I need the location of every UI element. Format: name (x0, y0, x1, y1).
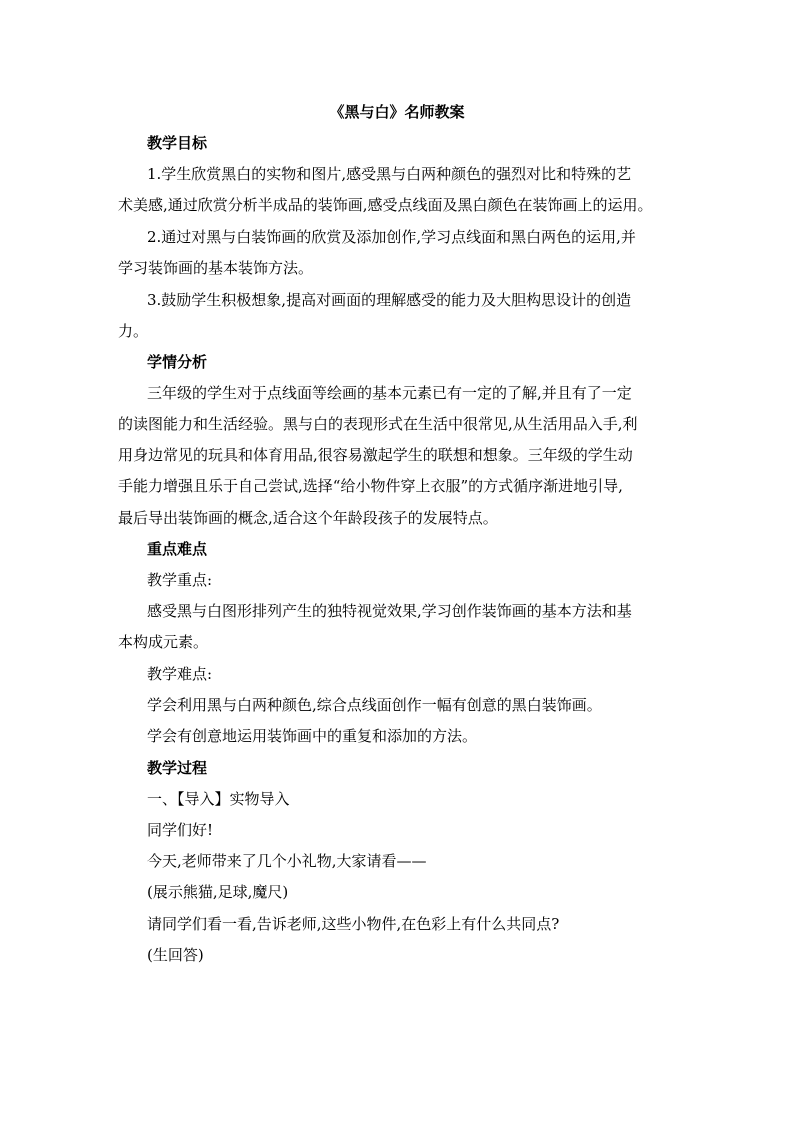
paragraph-line: 术美感,通过欣赏分析半成品的装饰画,感受点线面及黑白颜色在装饰画上的运用。 (118, 196, 653, 214)
paragraph-line: 的读图能力和生活经验。黑与白的表现形式在生活中很常见,从生活用品入手,利 (118, 415, 638, 433)
paragraph-line: 学习装饰画的基本装饰方法。 (118, 259, 314, 277)
heading-key-difficulties: 重点难点 (147, 540, 208, 558)
paragraph-line: 请同学们看一看,告诉老师,这些小物件,在色彩上有什么共同点? (147, 915, 560, 933)
paragraph-line: 三年级的学生对于点线面等绘画的基本元素已有一定的了解,并且有了一定 (147, 384, 632, 402)
paragraph-line: 力。 (118, 322, 149, 340)
paragraph-line: (生回答) (147, 946, 204, 964)
paragraph-line: 手能力增强且乐于自己尝试,选择“给小物件穿上衣服”的方式循序渐进地引导, (118, 477, 623, 495)
paragraph-line: 同学们好! (147, 821, 214, 839)
paragraph-line: 学会利用黑与白两种颜色,综合点线面创作一幅有创意的黑白装饰画。 (147, 696, 602, 714)
paragraph-line: 本构成元素。 (118, 633, 209, 651)
paragraph-line: 最后导出装饰画的概念,适合这个年龄段孩子的发展特点。 (118, 509, 498, 527)
paragraph-line: (展示熊猫,足球,魔尺) (147, 883, 289, 901)
paragraph-line: 2.通过对黑与白装饰画的欣赏及添加创作,学习点线面和黑白两色的运用,并 (147, 228, 636, 246)
paragraph-line: 1.学生欣赏黑白的实物和图片,感受黑与白两种颜色的强烈对比和特殊的艺 (147, 165, 632, 183)
paragraph-line: 今天,老师带来了几个小礼物,大家请看—— (147, 852, 427, 870)
paragraph-line: 感受黑与白图形排列产生的独特视觉效果,学习创作装饰画的基本方法和基 (147, 602, 632, 620)
paragraph-line: 用身边常见的玩具和体育用品,很容易激起学生的联想和想象。三年级的学生动 (118, 446, 633, 464)
document-title: 《黑与白》名师教案 (329, 103, 465, 121)
subheading-key-points: 教学重点: (147, 571, 213, 589)
subheading-difficulties: 教学难点: (147, 665, 213, 683)
heading-student-analysis: 学情分析 (147, 353, 208, 371)
paragraph-line: 学会有创意地运用装饰画中的重复和添加的方法。 (147, 727, 478, 745)
process-step-heading: 一、【导入】实物导入 (147, 790, 290, 808)
heading-teaching-goals: 教学目标 (147, 134, 208, 152)
paragraph-line: 3.鼓励学生积极想象,提高对画面的理解感受的能力及大胆构思设计的创造 (147, 291, 632, 309)
heading-teaching-process: 教学过程 (147, 759, 208, 777)
